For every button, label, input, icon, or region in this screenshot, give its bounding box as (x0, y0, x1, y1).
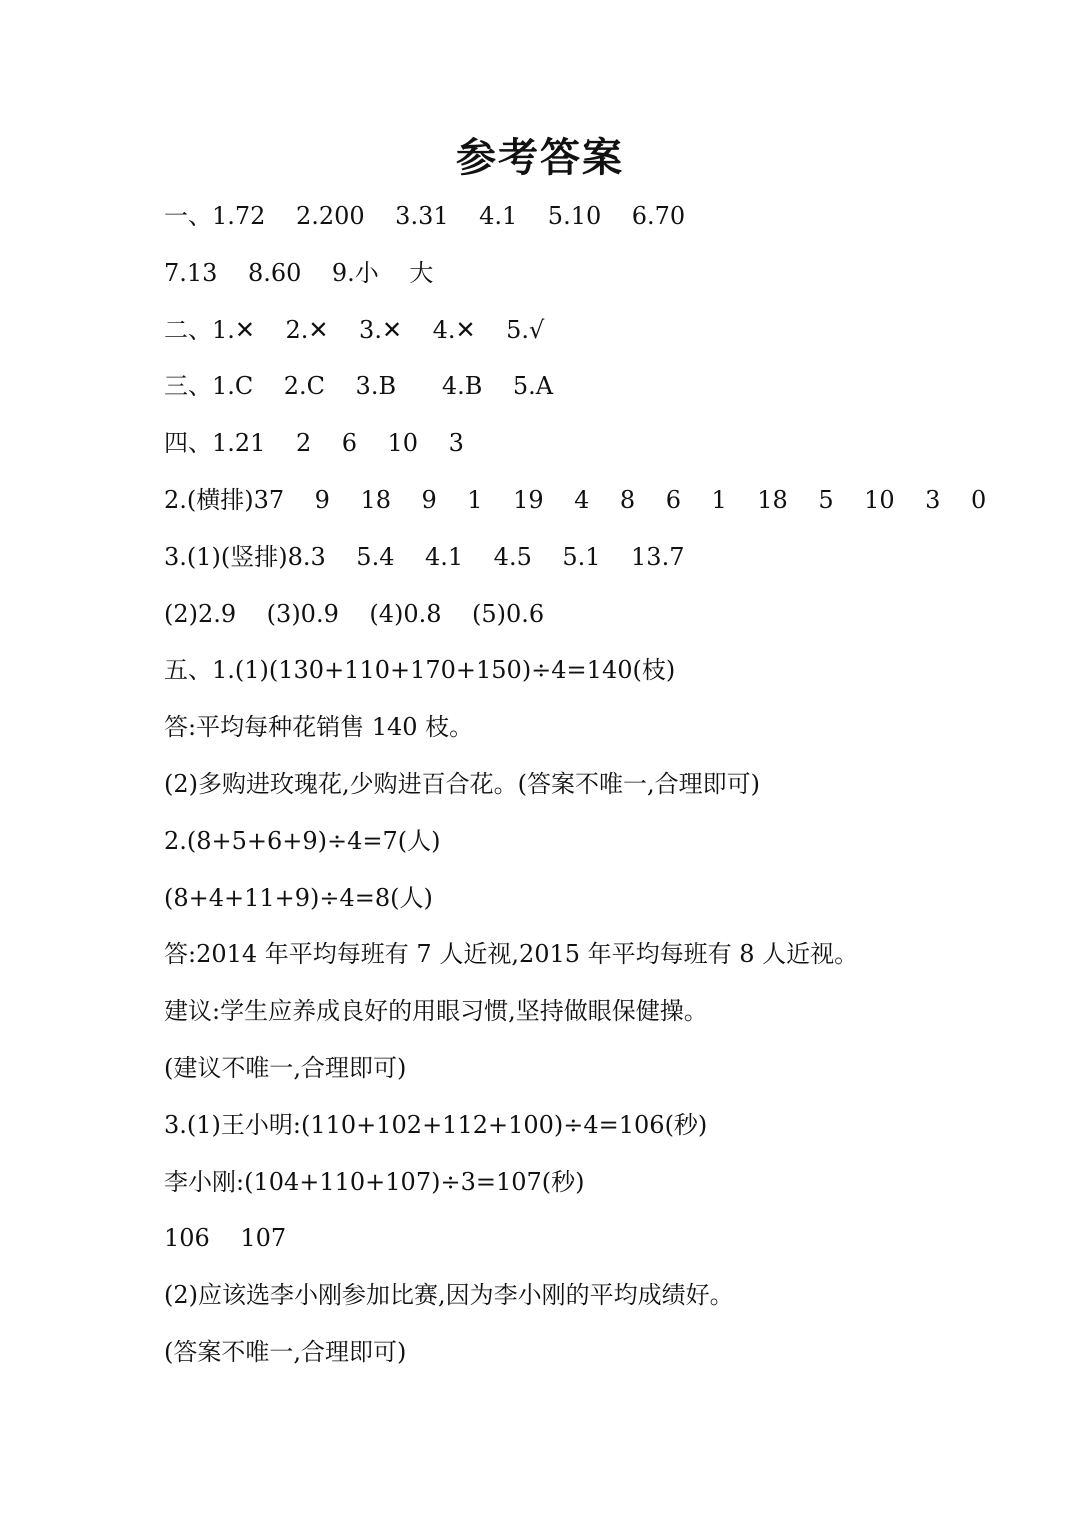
answer-line-6: 2.(横排)37 9 18 9 1 19 4 8 6 1 18 5 10 3 0 (164, 485, 987, 514)
answer-list (164, 197, 1024, 1390)
answer-line-7: 3.(1)(竖排)8.3 5.4 4.1 4.5 5.1 13.7 (164, 542, 685, 571)
answer-line-15: 建议:学生应养成良好的用眼习惯,坚持做眼保健操。 (164, 997, 708, 1026)
answer-line-4: 三、1.C 2.C 3.B 4.B 5.A (164, 372, 554, 401)
answer-line-8: (2)2.9 (3)0.9 (4)0.8 (5)0.6 (164, 599, 545, 628)
answer-line-9: 五、1.(1)(130+110+170+150)÷4=140(枝) (164, 656, 676, 685)
answer-line-21: (答案不唯一,合理即可) (164, 1337, 407, 1366)
answer-line-19: 106 107 (164, 1224, 287, 1253)
answer-line-14: 答:2014 年平均每班有 7 人近视,2015 年平均每班有 8 人近视。 (164, 940, 859, 969)
answer-line-13: (8+4+11+9)÷4=8(人) (164, 883, 433, 912)
page-title: 参考答案 (456, 134, 624, 181)
answer-line-2: 7.13 8.60 9.小 大 (164, 258, 434, 287)
answer-line-5: 四、1.21 2 6 10 3 (164, 429, 464, 458)
answer-line-17: 3.(1)王小明:(110+102+112+100)÷4=106(秒) (164, 1110, 708, 1139)
answer-line-10: 答:平均每种花销售 140 枝。 (164, 713, 474, 742)
answer-line-20: (2)应该选李小刚参加比赛,因为李小刚的平均成绩好。 (164, 1281, 734, 1310)
answer-line-3: 二、1.✕ 2.✕ 3.✕ 4.✕ 5.√ (164, 315, 545, 344)
answer-line-16: (建议不唯一,合理即可) (164, 1053, 407, 1082)
answer-line-1: 一、1.72 2.200 3.31 4.1 5.10 6.70 (164, 202, 686, 230)
answer-line-18: 李小刚:(104+110+107)÷3=107(秒) (164, 1167, 585, 1196)
answer-line-12: 2.(8+5+6+9)÷4=7(人) (164, 826, 441, 855)
answer-line-11: (2)多购进玫瑰花,少购进百合花。(答案不唯一,合理即可) (164, 769, 760, 798)
